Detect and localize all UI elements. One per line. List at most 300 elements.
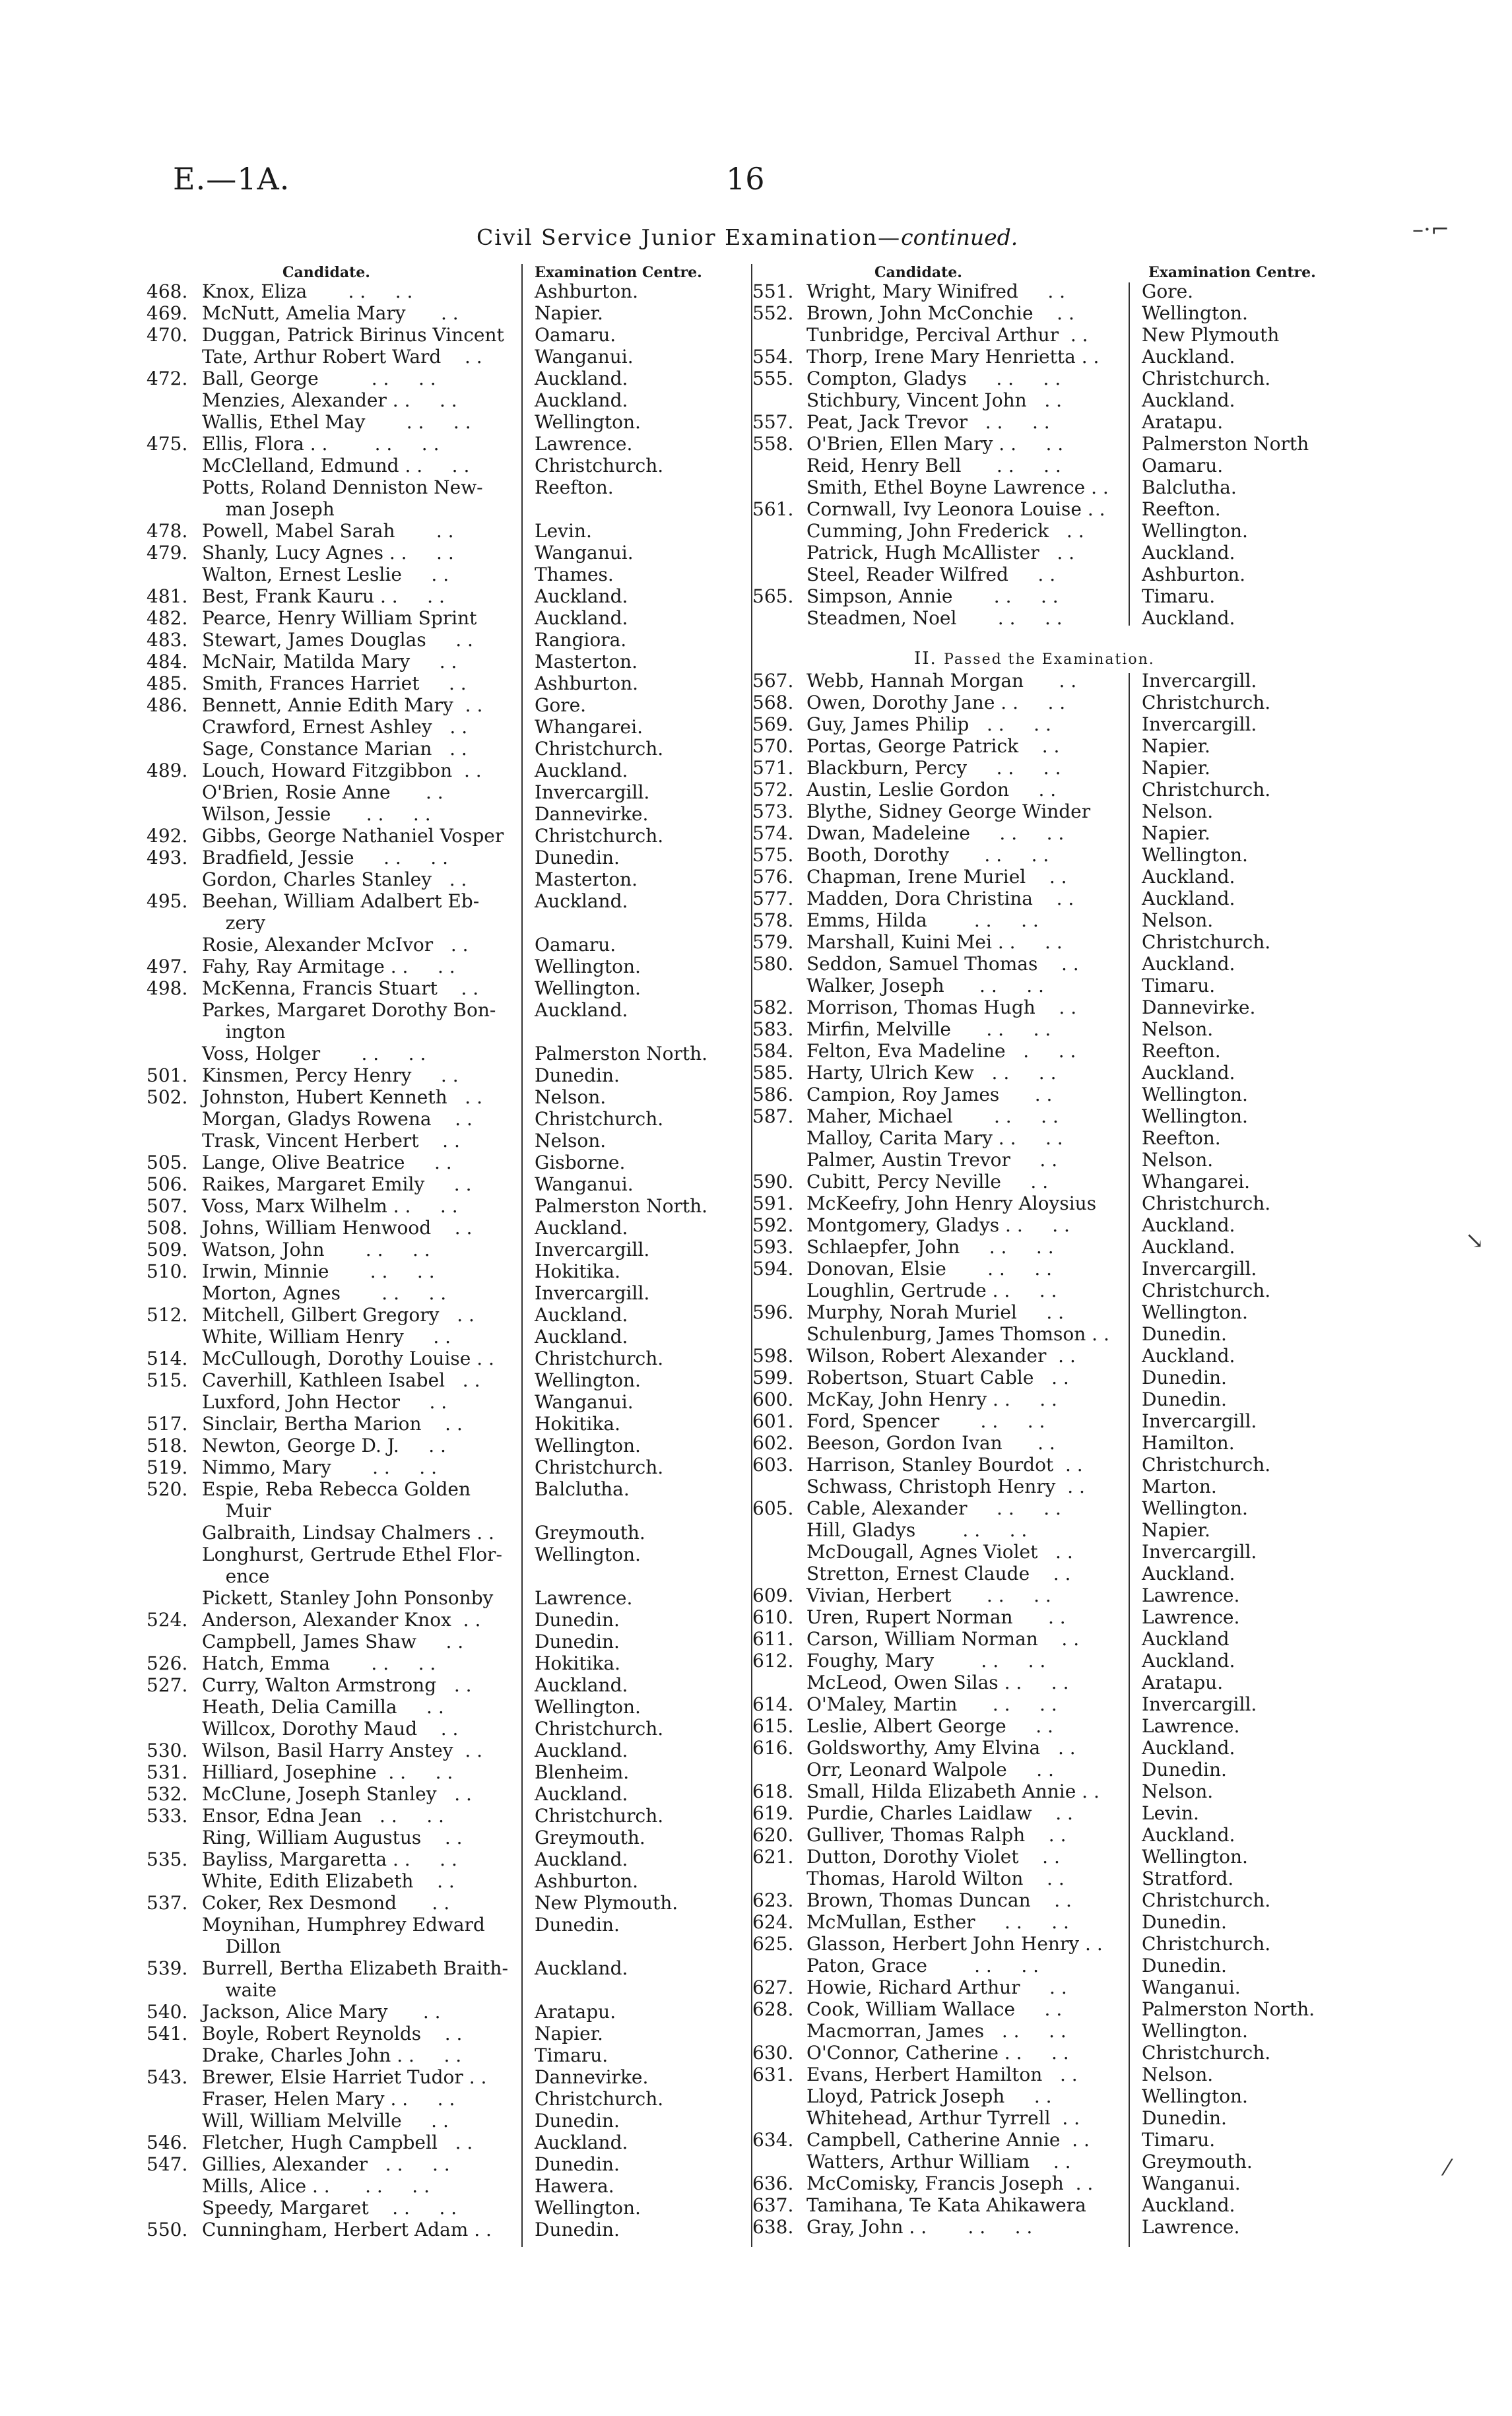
examination-centre: Masterton. bbox=[535, 868, 638, 890]
candidate-number: 573. bbox=[752, 800, 794, 822]
candidate-name: Tamihana, Te Kata Ahikawera bbox=[806, 2194, 1086, 2216]
candidate-name: Booth, Dorothy . . . . bbox=[806, 844, 1049, 866]
candidate-number: 596. bbox=[752, 1301, 794, 1323]
candidate-number: 619. bbox=[752, 1802, 794, 1824]
examination-centre: Dunedin. bbox=[535, 2110, 620, 2132]
candidate-number: 520. bbox=[147, 1478, 188, 1500]
candidate-name: Campbell, Catherine Annie . . bbox=[806, 2129, 1090, 2151]
candidate-name: Malloy, Carita Mary . . . . bbox=[806, 1127, 1063, 1149]
examination-centre: Dannevirke. bbox=[1142, 996, 1256, 1018]
examination-centre: Auckland. bbox=[1142, 866, 1235, 888]
examination-centre: Wellington. bbox=[1142, 1301, 1248, 1323]
candidate-number: 508. bbox=[147, 1217, 188, 1239]
examination-centre: Auckland. bbox=[535, 890, 628, 912]
examination-centre: Invercargill. bbox=[1142, 1541, 1257, 1563]
candidate-name: Tate, Arthur Robert Ward . . bbox=[202, 346, 482, 368]
examination-centre: Auckland. bbox=[535, 1674, 628, 1696]
candidate-number: 485. bbox=[147, 672, 188, 694]
candidate-number: 475. bbox=[147, 433, 188, 455]
candidate-name: Brown, John McConchie . . bbox=[806, 302, 1074, 324]
candidate-number bbox=[752, 1149, 793, 1171]
candidate-number bbox=[752, 1759, 793, 1780]
candidate-number: 624. bbox=[752, 1911, 794, 1933]
candidate-number: 593. bbox=[752, 1236, 794, 1258]
candidate-number bbox=[147, 346, 187, 368]
examination-centre: Reefton. bbox=[535, 476, 614, 498]
examination-centre: Napier. bbox=[535, 302, 603, 324]
candidate-name: Maher, Michael . . . . bbox=[806, 1105, 1059, 1127]
examination-centre: Hamilton. bbox=[1142, 1432, 1235, 1454]
candidate-name: Curry, Walton Armstrong . . bbox=[202, 1674, 472, 1696]
candidate-number bbox=[752, 2151, 793, 2172]
examination-centre: Christchurch. bbox=[1142, 2042, 1271, 2064]
candidate-name: Howie, Richard Arthur . . bbox=[806, 1976, 1067, 1998]
examination-centre: Palmerston North. bbox=[1142, 1998, 1315, 2020]
candidate-number: 615. bbox=[752, 1715, 794, 1737]
examination-centre: Wellington. bbox=[1142, 302, 1248, 324]
candidate-name: Dutton, Dorothy Violet . . bbox=[806, 1846, 1060, 1868]
examination-centre: Dunedin. bbox=[535, 1914, 620, 1936]
examination-centre: Invercargill. bbox=[1142, 670, 1257, 692]
candidate-name: Austin, Leslie Gordon . . bbox=[806, 779, 1057, 800]
candidate-name: Lloyd, Patrick Joseph . . bbox=[806, 2085, 1052, 2107]
candidate-name: McNutt, Amelia Mary . . bbox=[202, 302, 459, 324]
candidate-name: Peat, Jack Trevor . . . . bbox=[806, 411, 1050, 433]
candidate-number bbox=[752, 1519, 793, 1541]
examination-centre: Invercargill. bbox=[1142, 713, 1257, 735]
examination-centre: Lawrence. bbox=[535, 433, 633, 455]
candidate-name: Thorp, Irene Mary Henrietta . . bbox=[806, 346, 1100, 368]
examination-centre: Christchurch. bbox=[1142, 692, 1271, 713]
examination-centre: Auckland. bbox=[1142, 1345, 1235, 1367]
examination-centre: Dannevirke. bbox=[535, 803, 649, 825]
left-candidate-heading: Candidate. bbox=[282, 264, 370, 281]
candidate-number: 502. bbox=[147, 1086, 188, 1108]
candidate-number: 591. bbox=[752, 1192, 794, 1214]
candidate-number bbox=[147, 411, 187, 433]
candidate-number: 610. bbox=[752, 1606, 794, 1628]
candidate-number bbox=[147, 564, 187, 585]
candidate-name: O'Brien, Rosie Anne . . bbox=[202, 781, 444, 803]
candidate-number: 518. bbox=[147, 1435, 188, 1456]
candidate-number: 481. bbox=[147, 585, 188, 607]
examination-centre: Wellington. bbox=[535, 1435, 641, 1456]
candidate-name: White, William Henry . . bbox=[202, 1326, 451, 1348]
examination-centre: Dunedin. bbox=[1142, 1955, 1227, 1976]
candidate-number: 625. bbox=[752, 1933, 794, 1955]
examination-centre: Dunedin. bbox=[1142, 1388, 1227, 1410]
candidate-name: Knox, Eliza . . . . bbox=[202, 280, 413, 302]
left-column-rule bbox=[521, 264, 523, 2247]
candidate-name: Steel, Reader Wilfred . . bbox=[806, 564, 1056, 585]
examination-centre: Masterton. bbox=[535, 651, 638, 672]
candidate-number: 478. bbox=[147, 520, 188, 542]
candidate-number: 527. bbox=[147, 1674, 188, 1696]
examination-centre: Wanganui. bbox=[535, 542, 634, 564]
candidate-number bbox=[147, 389, 187, 411]
examination-centre: Lawrence. bbox=[535, 1587, 633, 1609]
candidate-name: Blackburn, Percy . . . . bbox=[806, 757, 1061, 779]
candidate-name: Owen, Dorothy Jane . . . . bbox=[806, 692, 1066, 713]
examination-centre: Auckland. bbox=[1142, 1650, 1235, 1672]
examination-centre: Nelson. bbox=[1142, 1149, 1214, 1171]
candidate-name: ence bbox=[202, 1565, 270, 1587]
candidate-name: McKay, John Henry . . . . bbox=[806, 1388, 1057, 1410]
candidate-name: Robertson, Stuart Cable . . bbox=[806, 1367, 1069, 1388]
document-code: E.—1A. bbox=[173, 161, 290, 197]
candidate-name: Goldsworthy, Amy Elvina . . bbox=[806, 1737, 1076, 1759]
candidate-name: Chapman, Irene Muriel . . bbox=[806, 866, 1067, 888]
examination-centre: Timaru. bbox=[1142, 2129, 1216, 2151]
examination-centre: Auckland. bbox=[535, 999, 628, 1021]
examination-centre: Wellington. bbox=[1142, 1105, 1248, 1127]
candidate-number: 623. bbox=[752, 1889, 794, 1911]
candidate-name: Hill, Gladys . . . . bbox=[806, 1519, 1028, 1541]
candidate-number: 586. bbox=[752, 1084, 794, 1105]
candidate-number: 515. bbox=[147, 1369, 188, 1391]
candidate-name: Wilson, Jessie . . . . bbox=[202, 803, 431, 825]
examination-centre: Balclutha. bbox=[535, 1478, 630, 1500]
examination-centre: Auckland. bbox=[535, 1740, 628, 1761]
candidate-name: Mirfin, Melville . . . . bbox=[806, 1018, 1051, 1040]
candidate-number: 579. bbox=[752, 931, 794, 953]
candidate-name: Mitchell, Gilbert Gregory . . bbox=[202, 1304, 475, 1326]
candidate-number bbox=[147, 999, 187, 1021]
candidate-name: Bradfield, Jessie . . . . bbox=[202, 847, 448, 868]
examination-centre: Auckland. bbox=[535, 1217, 628, 1239]
candidate-number bbox=[752, 1955, 793, 1976]
candidate-number: 600. bbox=[752, 1388, 794, 1410]
candidate-number bbox=[147, 738, 187, 760]
examination-centre: New Plymouth bbox=[1142, 324, 1280, 346]
candidate-number: 533. bbox=[147, 1805, 188, 1827]
candidate-name: McKenna, Francis Stuart . . bbox=[202, 977, 479, 999]
candidate-name: Pickett, Stanley John Ponsonby bbox=[202, 1587, 494, 1609]
candidate-number: 631. bbox=[752, 2064, 794, 2085]
examination-centre: Aratapu. bbox=[1142, 411, 1224, 433]
candidate-number: 599. bbox=[752, 1367, 794, 1388]
examination-centre: Gore. bbox=[535, 694, 587, 716]
examination-centre: Christchurch. bbox=[1142, 1454, 1271, 1476]
examination-centre: Christchurch. bbox=[1142, 1192, 1271, 1214]
candidate-name: Johns, William Henwood . . bbox=[202, 1217, 473, 1239]
candidate-number bbox=[752, 1280, 793, 1301]
examination-centre: Balclutha. bbox=[1142, 476, 1237, 498]
examination-centre: Lawrence. bbox=[1142, 1715, 1240, 1737]
examination-centre: Auckland. bbox=[1142, 1214, 1235, 1236]
candidate-name: Orr, Leonard Walpole . . bbox=[806, 1759, 1054, 1780]
candidate-name: Schlaepfer, John . . . . bbox=[806, 1236, 1054, 1258]
examination-centre: Invercargill. bbox=[535, 1239, 650, 1260]
candidate-number: 482. bbox=[147, 607, 188, 629]
candidate-number bbox=[147, 781, 187, 803]
examination-centre: Wellington. bbox=[1142, 1084, 1248, 1105]
candidate-number: 509. bbox=[147, 1239, 188, 1260]
examination-centre: Auckland. bbox=[535, 1957, 628, 1979]
candidate-name: Gordon, Charles Stanley . . bbox=[202, 868, 467, 890]
candidate-name: McComisky, Francis Joseph . . bbox=[806, 2172, 1094, 2194]
candidate-name: Stichbury, Vincent John . . bbox=[806, 389, 1063, 411]
examination-centre: Auckland. bbox=[535, 760, 628, 781]
candidate-name: Vivian, Herbert . . . . bbox=[806, 1584, 1051, 1606]
candidate-number: 484. bbox=[147, 651, 188, 672]
candidate-number: 532. bbox=[147, 1783, 188, 1805]
candidate-name: McCullough, Dorothy Louise . . bbox=[202, 1348, 494, 1369]
candidate-number: 580. bbox=[752, 953, 794, 975]
candidate-name: Walton, Ernest Leslie . . bbox=[202, 564, 449, 585]
candidate-name: Brown, Thomas Duncan . . bbox=[806, 1889, 1072, 1911]
candidate-name: Steadmen, Noel . . . . bbox=[806, 607, 1063, 629]
candidate-name: Stewart, James Douglas . . bbox=[202, 629, 473, 651]
candidate-name: Best, Frank Kauru . . . . bbox=[202, 585, 445, 607]
examination-centre: Christchurch. bbox=[535, 1718, 664, 1740]
candidate-number: 584. bbox=[752, 1040, 794, 1062]
examination-centre: Auckland. bbox=[1142, 542, 1235, 564]
candidate-name: Harty, Ulrich Kew . . . . bbox=[806, 1062, 1057, 1084]
candidate-name: Will, William Melville . . bbox=[202, 2110, 449, 2132]
candidate-name: Portas, George Patrick . . bbox=[806, 735, 1060, 757]
candidate-number bbox=[147, 1936, 187, 1957]
candidate-number: 483. bbox=[147, 629, 188, 651]
candidate-number bbox=[752, 520, 793, 542]
candidate-number bbox=[147, 498, 187, 520]
examination-centre: Wellington. bbox=[535, 2197, 641, 2219]
examination-centre: Christchurch. bbox=[1142, 1889, 1271, 1911]
right-bottom-column-rule bbox=[1129, 673, 1130, 2247]
candidate-name: Newton, George D. J. . . bbox=[202, 1435, 446, 1456]
candidate-number: 479. bbox=[147, 542, 188, 564]
examination-centre: Napier. bbox=[1142, 822, 1210, 844]
candidate-number: 612. bbox=[752, 1650, 794, 1672]
examination-centre: Wellington. bbox=[1142, 1497, 1248, 1519]
candidate-name: Fraser, Helen Mary . . . . bbox=[202, 2088, 455, 2110]
candidate-name: Marshall, Kuini Mei . . . . bbox=[806, 931, 1063, 953]
candidate-number: 602. bbox=[752, 1432, 794, 1454]
candidate-name: Compton, Gladys . . . . bbox=[806, 368, 1061, 389]
candidate-name: Ensor, Edna Jean . . . . bbox=[202, 1805, 444, 1827]
examination-centre: Christchurch. bbox=[1142, 1280, 1271, 1301]
candidate-number: 546. bbox=[147, 2132, 188, 2153]
examination-centre: Auckland. bbox=[535, 389, 628, 411]
examination-centre: Christchurch. bbox=[535, 738, 664, 760]
candidate-number: 540. bbox=[147, 2001, 188, 2023]
candidate-number: 524. bbox=[147, 1609, 188, 1631]
examination-centre: Christchurch. bbox=[1142, 1933, 1271, 1955]
candidate-name: Macmorran, James . . . . bbox=[806, 2020, 1067, 2042]
candidate-number: 519. bbox=[147, 1456, 188, 1478]
examination-centre: Dunedin. bbox=[1142, 1367, 1227, 1388]
examination-centre: Wellington. bbox=[1142, 1846, 1248, 1868]
candidate-name: Cook, William Wallace . . bbox=[806, 1998, 1063, 2020]
candidate-name: Glasson, Herbert John Henry . . bbox=[806, 1933, 1103, 1955]
candidate-number: 601. bbox=[752, 1410, 794, 1432]
candidate-name: Ring, William Augustus . . bbox=[202, 1827, 463, 1848]
candidate-number: 614. bbox=[752, 1693, 794, 1715]
examination-centre: Timaru. bbox=[1142, 585, 1216, 607]
candidate-number bbox=[147, 1130, 187, 1152]
candidate-number: 470. bbox=[147, 324, 188, 346]
candidate-number: 578. bbox=[752, 909, 794, 931]
candidate-name: Kinsmen, Percy Henry . . bbox=[202, 1064, 459, 1086]
candidate-name: Speedy, Margaret . . . . bbox=[202, 2197, 457, 2219]
candidate-name: Beeson, Gordon Ivan . . bbox=[806, 1432, 1055, 1454]
examination-centre: Christchurch. bbox=[535, 2088, 664, 2110]
examination-centre: Nelson. bbox=[1142, 909, 1214, 931]
candidate-number: 507. bbox=[147, 1195, 188, 1217]
candidate-name: McKeefry, John Henry Aloysius bbox=[806, 1192, 1097, 1214]
examination-centre: Wellington. bbox=[535, 1544, 641, 1565]
candidate-number: 510. bbox=[147, 1260, 188, 1282]
candidate-name: Sinclair, Bertha Marion . . bbox=[202, 1413, 463, 1435]
examination-centre: Wanganui. bbox=[535, 346, 634, 368]
candidate-number bbox=[147, 934, 187, 956]
candidate-name: Drake, Charles John . . . . bbox=[202, 2044, 462, 2066]
examination-centre: Dunedin. bbox=[1142, 1323, 1227, 1345]
candidate-number bbox=[752, 476, 793, 498]
examination-centre: Christchurch. bbox=[535, 825, 664, 847]
examination-centre: Wanganui. bbox=[535, 1391, 634, 1413]
candidate-name: Campion, Roy James . . bbox=[806, 1084, 1053, 1105]
candidate-number: 557. bbox=[752, 411, 794, 433]
candidate-number: 555. bbox=[752, 368, 794, 389]
candidate-name: Anderson, Alexander Knox . . bbox=[202, 1609, 481, 1631]
candidate-number: 554. bbox=[752, 346, 794, 368]
examination-centre: Dunedin. bbox=[1142, 1911, 1227, 1933]
examination-centre: Auckland. bbox=[535, 2132, 628, 2153]
examination-centre: Christchurch. bbox=[535, 1108, 664, 1130]
examination-centre: Hawera. bbox=[535, 2175, 614, 2197]
margin-mark: ↘ bbox=[1465, 1227, 1484, 1254]
candidate-name: Duggan, Patrick Birinus Vincent bbox=[202, 324, 504, 346]
candidate-name: Shanly, Lucy Agnes . . . . bbox=[202, 542, 454, 564]
candidate-number bbox=[147, 1282, 187, 1304]
candidate-name: Donovan, Elsie . . . . bbox=[806, 1258, 1053, 1280]
candidate-name: Paton, Grace . . . . bbox=[806, 1955, 1039, 1976]
candidate-name: Boyle, Robert Reynolds . . bbox=[202, 2023, 463, 2044]
candidate-number: 585. bbox=[752, 1062, 794, 1084]
candidate-name: Carson, William Norman . . bbox=[806, 1628, 1080, 1650]
candidate-number: 592. bbox=[752, 1214, 794, 1236]
examination-centre: Whangarei. bbox=[1142, 1171, 1250, 1192]
examination-centre: Auckland. bbox=[535, 1304, 628, 1326]
candidate-name: Menzies, Alexander . . . . bbox=[202, 389, 457, 411]
candidate-number: 570. bbox=[752, 735, 794, 757]
examination-centre: Wanganui. bbox=[535, 1173, 634, 1195]
candidate-name: Morgan, Gladys Rowena . . bbox=[202, 1108, 473, 1130]
margin-mark: ⁄ bbox=[1445, 2155, 1449, 2181]
candidate-number bbox=[752, 2085, 793, 2107]
examination-centre: Auckland. bbox=[1142, 1737, 1235, 1759]
candidate-number: 611. bbox=[752, 1628, 794, 1650]
candidate-name: Uren, Rupert Norman . . bbox=[806, 1606, 1066, 1628]
candidate-name: Leslie, Albert George . . bbox=[806, 1715, 1053, 1737]
examination-centre: Nelson. bbox=[1142, 1018, 1214, 1040]
examination-centre: Wellington. bbox=[535, 1369, 641, 1391]
candidate-number: 575. bbox=[752, 844, 794, 866]
examination-centre: Invercargill. bbox=[1142, 1693, 1257, 1715]
candidate-name: Hilliard, Josephine . . . . bbox=[202, 1761, 453, 1783]
candidate-name: Smith, Frances Harriet . . bbox=[202, 672, 467, 694]
candidate-number: 568. bbox=[752, 692, 794, 713]
candidate-name: Gillies, Alexander . . . . bbox=[202, 2153, 450, 2175]
examination-centre: Greymouth. bbox=[1142, 2151, 1253, 2172]
title-main: Civil Service Junior Examination— bbox=[477, 224, 902, 250]
examination-centre: Reefton. bbox=[1142, 1127, 1221, 1149]
candidate-name: Stretton, Ernest Claude . . bbox=[806, 1563, 1071, 1584]
examination-centre: Greymouth. bbox=[535, 1522, 645, 1544]
candidate-name: O'Connor, Catherine . . . . bbox=[806, 2042, 1069, 2064]
candidate-number bbox=[147, 1914, 187, 1936]
candidate-number bbox=[752, 1563, 793, 1584]
candidate-number bbox=[752, 1127, 793, 1149]
candidate-number bbox=[147, 455, 187, 476]
examination-centre: Timaru. bbox=[535, 2044, 608, 2066]
candidate-name: Ford, Spencer . . . . bbox=[806, 1410, 1045, 1432]
examination-centre: Invercargill. bbox=[535, 1282, 650, 1304]
candidate-number bbox=[752, 1868, 793, 1889]
candidate-name: Watters, Arthur William . . bbox=[806, 2151, 1071, 2172]
candidate-number: 506. bbox=[147, 1173, 188, 1195]
candidate-number: 574. bbox=[752, 822, 794, 844]
candidate-name: Powell, Mabel Sarah . . bbox=[202, 520, 454, 542]
candidate-number bbox=[147, 1631, 187, 1652]
candidate-number bbox=[752, 389, 793, 411]
examination-centre: Dunedin. bbox=[535, 1609, 620, 1631]
examination-centre: Dunedin. bbox=[535, 847, 620, 868]
examination-centre: Whangarei. bbox=[535, 716, 643, 738]
candidate-number bbox=[752, 324, 793, 346]
examination-centre: Nelson. bbox=[535, 1086, 607, 1108]
candidate-name: Cubitt, Percy Neville . . bbox=[806, 1171, 1049, 1192]
candidate-name: Blythe, Sidney George Winder bbox=[806, 800, 1091, 822]
examination-centre: Stratford. bbox=[1142, 1868, 1234, 1889]
candidate-name: Madden, Dora Christina . . bbox=[806, 888, 1074, 909]
candidate-number: 616. bbox=[752, 1737, 794, 1759]
candidate-number: 535. bbox=[147, 1848, 188, 1870]
candidate-number bbox=[752, 975, 793, 996]
examination-centre: Palmerston North. bbox=[535, 1043, 708, 1064]
candidate-name: Morrison, Thomas Hugh . . bbox=[806, 996, 1077, 1018]
candidate-number: 486. bbox=[147, 694, 188, 716]
candidate-number bbox=[752, 2020, 793, 2042]
candidate-name: Willcox, Dorothy Maud . . bbox=[202, 1718, 459, 1740]
candidate-number: 571. bbox=[752, 757, 794, 779]
candidate-name: Ellis, Flora . . . . . . bbox=[202, 433, 440, 455]
candidate-name: Loughlin, Gertrude . . . . bbox=[806, 1280, 1057, 1301]
candidate-number: 501. bbox=[147, 1064, 188, 1086]
examination-centre: Reefton. bbox=[1142, 498, 1221, 520]
candidate-name: ington bbox=[202, 1021, 286, 1043]
examination-centre: Dunedin. bbox=[535, 1631, 620, 1652]
candidate-name: Palmer, Austin Trevor . . bbox=[806, 1149, 1058, 1171]
candidate-name: Longhurst, Gertrude Ethel Flor- bbox=[202, 1544, 502, 1565]
candidate-name: McClelland, Edmund . . . . bbox=[202, 455, 470, 476]
candidate-name: Sage, Constance Marian . . bbox=[202, 738, 467, 760]
candidate-name: Morton, Agnes . . . . bbox=[202, 1282, 447, 1304]
examination-centre: Greymouth. bbox=[535, 1827, 645, 1848]
candidate-number: 497. bbox=[147, 956, 188, 977]
candidate-number: 492. bbox=[147, 825, 188, 847]
candidate-number: 565. bbox=[752, 585, 794, 607]
examination-centre: Lawrence. bbox=[1142, 2216, 1240, 2238]
candidate-number: 552. bbox=[752, 302, 794, 324]
examination-centre: Dunedin. bbox=[1142, 1759, 1227, 1780]
candidate-name: Trask, Vincent Herbert . . bbox=[202, 1130, 460, 1152]
candidate-name: Espie, Reba Rebecca Golden bbox=[202, 1478, 471, 1500]
candidate-number: 472. bbox=[147, 368, 188, 389]
candidate-name: Emms, Hilda . . . . bbox=[806, 909, 1039, 931]
candidate-name: Louch, Howard Fitzgibbon . . bbox=[202, 760, 482, 781]
